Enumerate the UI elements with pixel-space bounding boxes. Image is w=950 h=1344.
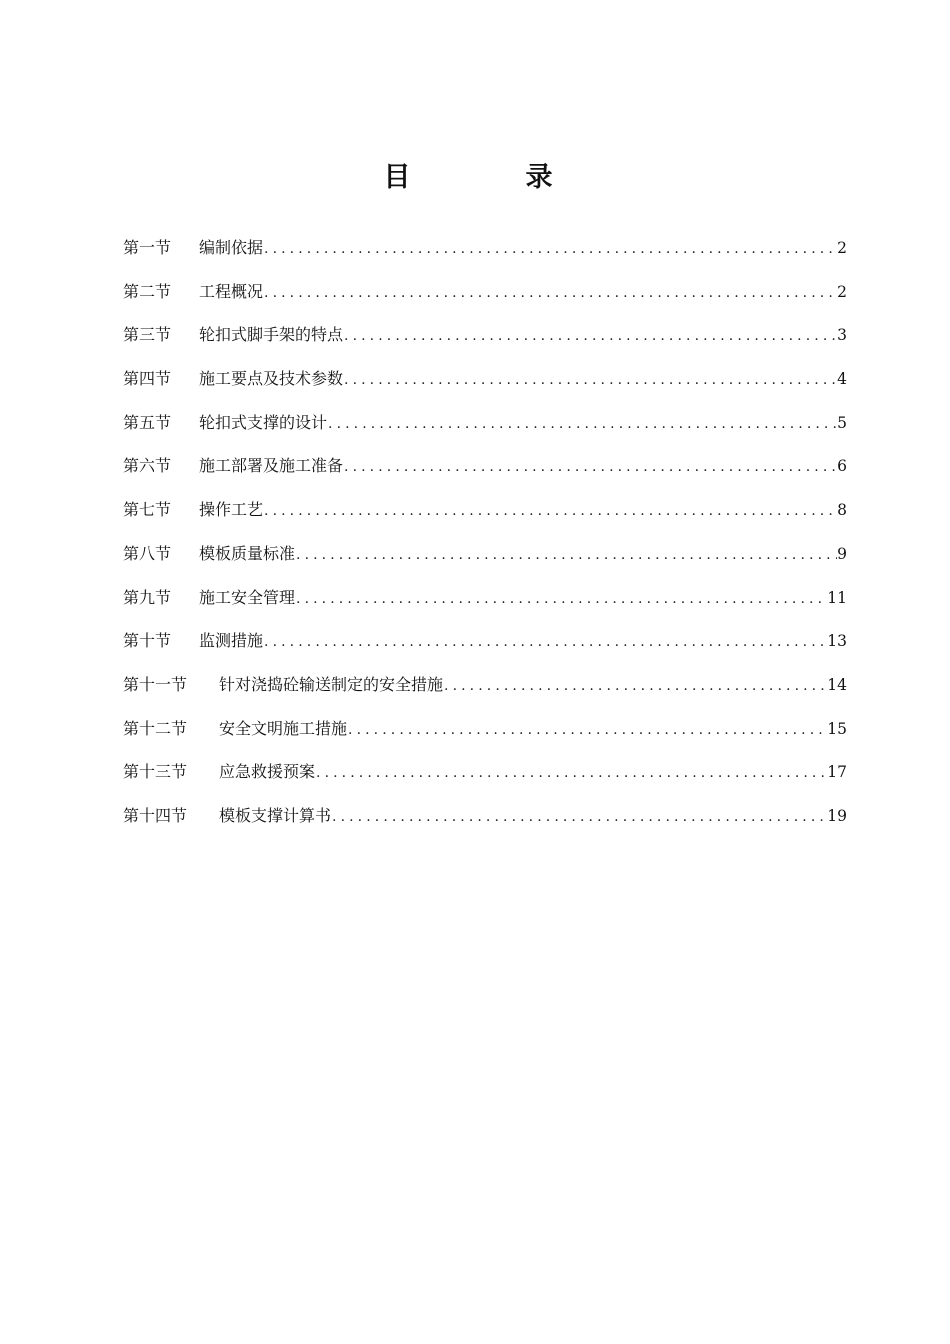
toc-section-number: 第四节 <box>123 369 172 389</box>
toc-entry[interactable] <box>123 714 847 758</box>
toc-section-number: 第十节 <box>123 631 172 651</box>
toc-section-number: 第九节 <box>123 587 172 607</box>
toc-heading: 轮扣式脚手架的特点 <box>199 325 344 345</box>
toc-heading: 模板支撑计算书 <box>219 805 332 825</box>
toc-entry[interactable] <box>123 277 847 321</box>
toc-dot-leader <box>315 758 827 788</box>
toc-section-number: 第十四节 <box>123 805 188 825</box>
toc-page-number: 13 <box>827 632 847 651</box>
toc-page-number: 11 <box>827 588 847 607</box>
toc-page-number: 19 <box>827 806 847 825</box>
toc-entry[interactable] <box>123 670 847 714</box>
toc-entry[interactable] <box>123 583 847 627</box>
toc-entry[interactable] <box>123 539 847 583</box>
toc-dot-leader <box>263 627 827 657</box>
toc-section-number: 第三节 <box>123 325 172 345</box>
toc-section-number: 第十二节 <box>123 718 188 738</box>
toc-page-number: 6 <box>837 457 847 476</box>
toc-dot-leader <box>263 234 837 264</box>
toc-dot-leader <box>343 452 837 482</box>
toc-page-number: 4 <box>837 370 847 389</box>
toc-heading: 操作工艺 <box>199 500 264 520</box>
toc-section-number: 第七节 <box>123 500 172 520</box>
toc-page-number: 5 <box>837 413 847 432</box>
toc-page-number: 14 <box>827 675 847 694</box>
toc-page-number: 15 <box>827 719 847 738</box>
toc-heading: 轮扣式支撑的设计 <box>199 412 328 432</box>
toc-heading: 模板质量标准 <box>199 543 296 563</box>
toc-entry[interactable] <box>123 626 847 670</box>
toc-dot-leader <box>443 671 827 701</box>
toc-entry[interactable] <box>123 320 847 364</box>
toc-section-number: 第十三节 <box>123 762 188 782</box>
toc-dot-leader <box>343 321 837 351</box>
toc-dot-leader <box>327 409 837 439</box>
toc-heading: 安全文明施工措施 <box>219 718 348 738</box>
toc-dot-leader <box>343 365 837 395</box>
toc-entry[interactable] <box>123 757 847 801</box>
toc-page-number: 3 <box>837 326 847 345</box>
toc-section-number: 第二节 <box>123 281 172 301</box>
toc-entry[interactable] <box>123 801 847 845</box>
table-of-contents <box>123 233 847 845</box>
toc-entry[interactable] <box>123 495 847 539</box>
toc-dot-leader <box>263 496 837 526</box>
toc-heading: 监测措施 <box>199 631 264 651</box>
toc-heading: 施工要点及技术参数 <box>199 369 344 389</box>
toc-dot-leader <box>263 278 837 308</box>
toc-entry[interactable] <box>123 233 847 277</box>
toc-page-number: 2 <box>837 239 847 257</box>
toc-page-number: 17 <box>827 763 847 782</box>
toc-section-number: 第十一节 <box>123 674 188 694</box>
toc-entry[interactable] <box>123 408 847 452</box>
toc-heading: 编制依据 <box>199 238 264 257</box>
toc-heading: 针对浇捣砼输送制定的安全措施 <box>219 674 444 694</box>
toc-dot-leader <box>347 715 827 745</box>
toc-entry[interactable] <box>123 451 847 495</box>
toc-entry[interactable] <box>123 364 847 408</box>
toc-section-number: 第一节 <box>123 238 172 257</box>
toc-heading: 施工部署及施工准备 <box>199 456 344 476</box>
toc-section-number: 第五节 <box>123 412 172 432</box>
toc-dot-leader <box>295 584 827 614</box>
toc-page-number: 9 <box>837 544 847 563</box>
toc-section-number: 第八节 <box>123 543 172 563</box>
toc-dot-leader <box>295 540 837 570</box>
toc-page-number: 8 <box>837 501 847 520</box>
toc-title: 目 录 <box>383 162 597 193</box>
toc-section-number: 第六节 <box>123 456 172 476</box>
toc-dot-leader <box>331 802 827 832</box>
toc-page-number: 2 <box>837 282 847 301</box>
toc-heading: 施工安全管理 <box>199 587 296 607</box>
toc-heading: 应急救援预案 <box>219 762 316 782</box>
toc-heading: 工程概况 <box>199 281 264 301</box>
